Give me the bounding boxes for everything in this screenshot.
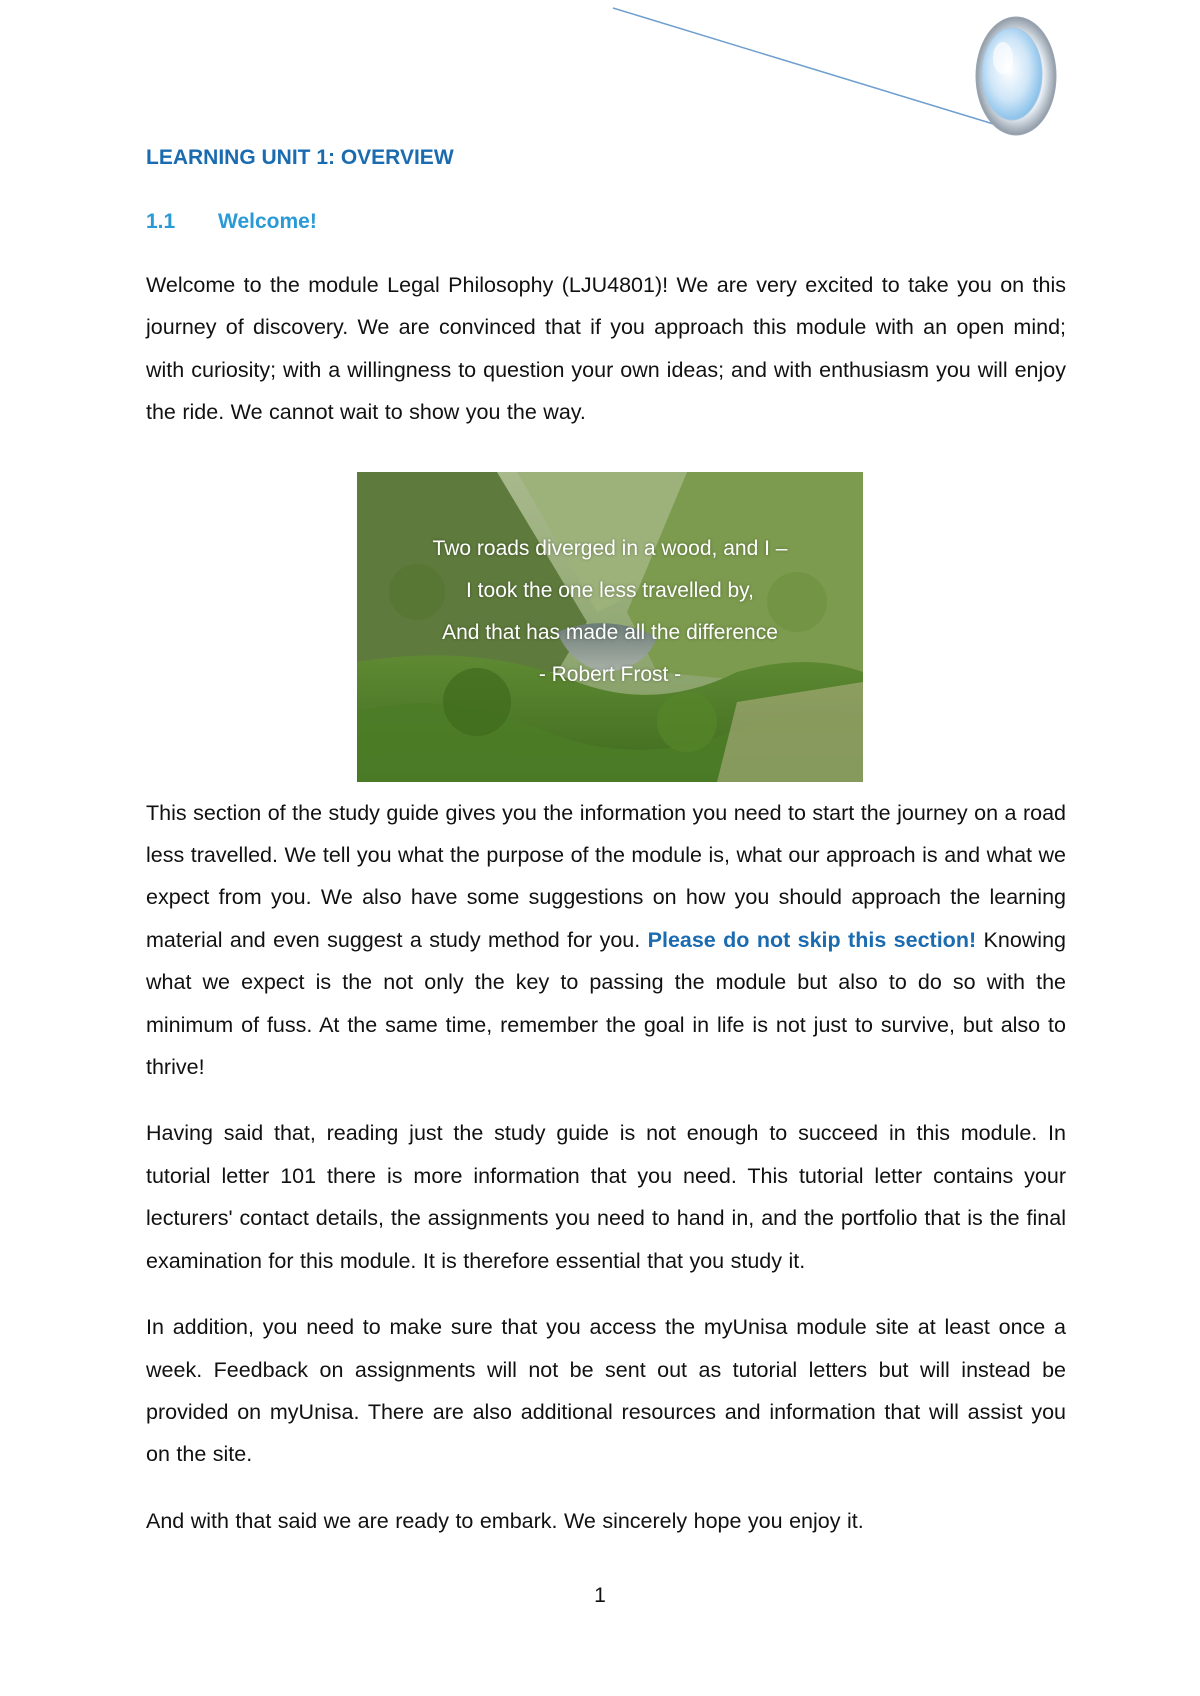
decorative-line — [613, 8, 1000, 126]
quote-line-3: And that has made all the difference — [442, 620, 778, 644]
quote-attribution: - Robert Frost - — [538, 662, 682, 686]
skip-warning: Please do not skip this section! — [647, 927, 977, 952]
landscape-photo — [357, 472, 863, 782]
quote-line-2: I took the one less travelled by, — [466, 578, 754, 602]
page-number: 1 — [594, 1584, 606, 1607]
unit-title: LEARNING UNIT 1: OVERVIEW — [146, 146, 454, 169]
section-title: Welcome! — [218, 210, 317, 233]
header-decoration — [0, 0, 1200, 160]
main-content — [146, 138, 1066, 1542]
intro-text-end: Knowing what we expect is the not only the key to passing the module but also to do so with the minimum of fuss. At the same time, remember the goal in life is not just to survive, but also to thrive! — [146, 927, 1066, 1080]
photo-quote — [357, 528, 863, 696]
intro-text-start: This section of the study guide gives you the information you need to start the journey on a road less travelled. We tell you what the purpose of the module is, what our approach is and what we expect from you. We also have some suggestions on how you should approach the learning material and even suggest a study method for you. — [146, 800, 1066, 952]
quote-line-1: Two roads diverged in a wood, and I – — [432, 536, 788, 560]
section-number: 1.1 — [146, 210, 176, 233]
section-intro-paragraph — [146, 792, 1066, 1089]
section-heading — [146, 202, 1066, 242]
closing-paragraph: And with that said we are ready to embark. We sincerely hope you enjoy it. — [146, 1508, 864, 1533]
lens-ring-icon — [976, 17, 1056, 135]
tutorial-letter-paragraph: Having said that, reading just the study guide is not enough to succeed in this module. In tutorial letter 101 there is more information that you need. This tutorial letter contains your lecturers' contact details, the assignments you need to hand in, and the portfolio that is the final examination for this module. It is therefore essential that you study it. — [146, 1121, 1066, 1273]
myunisa-paragraph: In addition, you need to make sure that you access the myUnisa module site at least once a week. Feedback on assignments will not be sent out as tutorial letters but will instead be provided on myUnisa. There are also additional resources and information that will assist you on the site. — [146, 1315, 1066, 1467]
welcome-paragraph: Welcome to the module Legal Philosophy (LJU4801)! We are very excited to take you on this journey of discovery. We are convinced that if you approach this module with an open mind; with curiosity; with a willingness to question your own ideas; and with enthusiasm you will enjoy the ride. We cannot wait to show you the way. — [146, 273, 1066, 425]
